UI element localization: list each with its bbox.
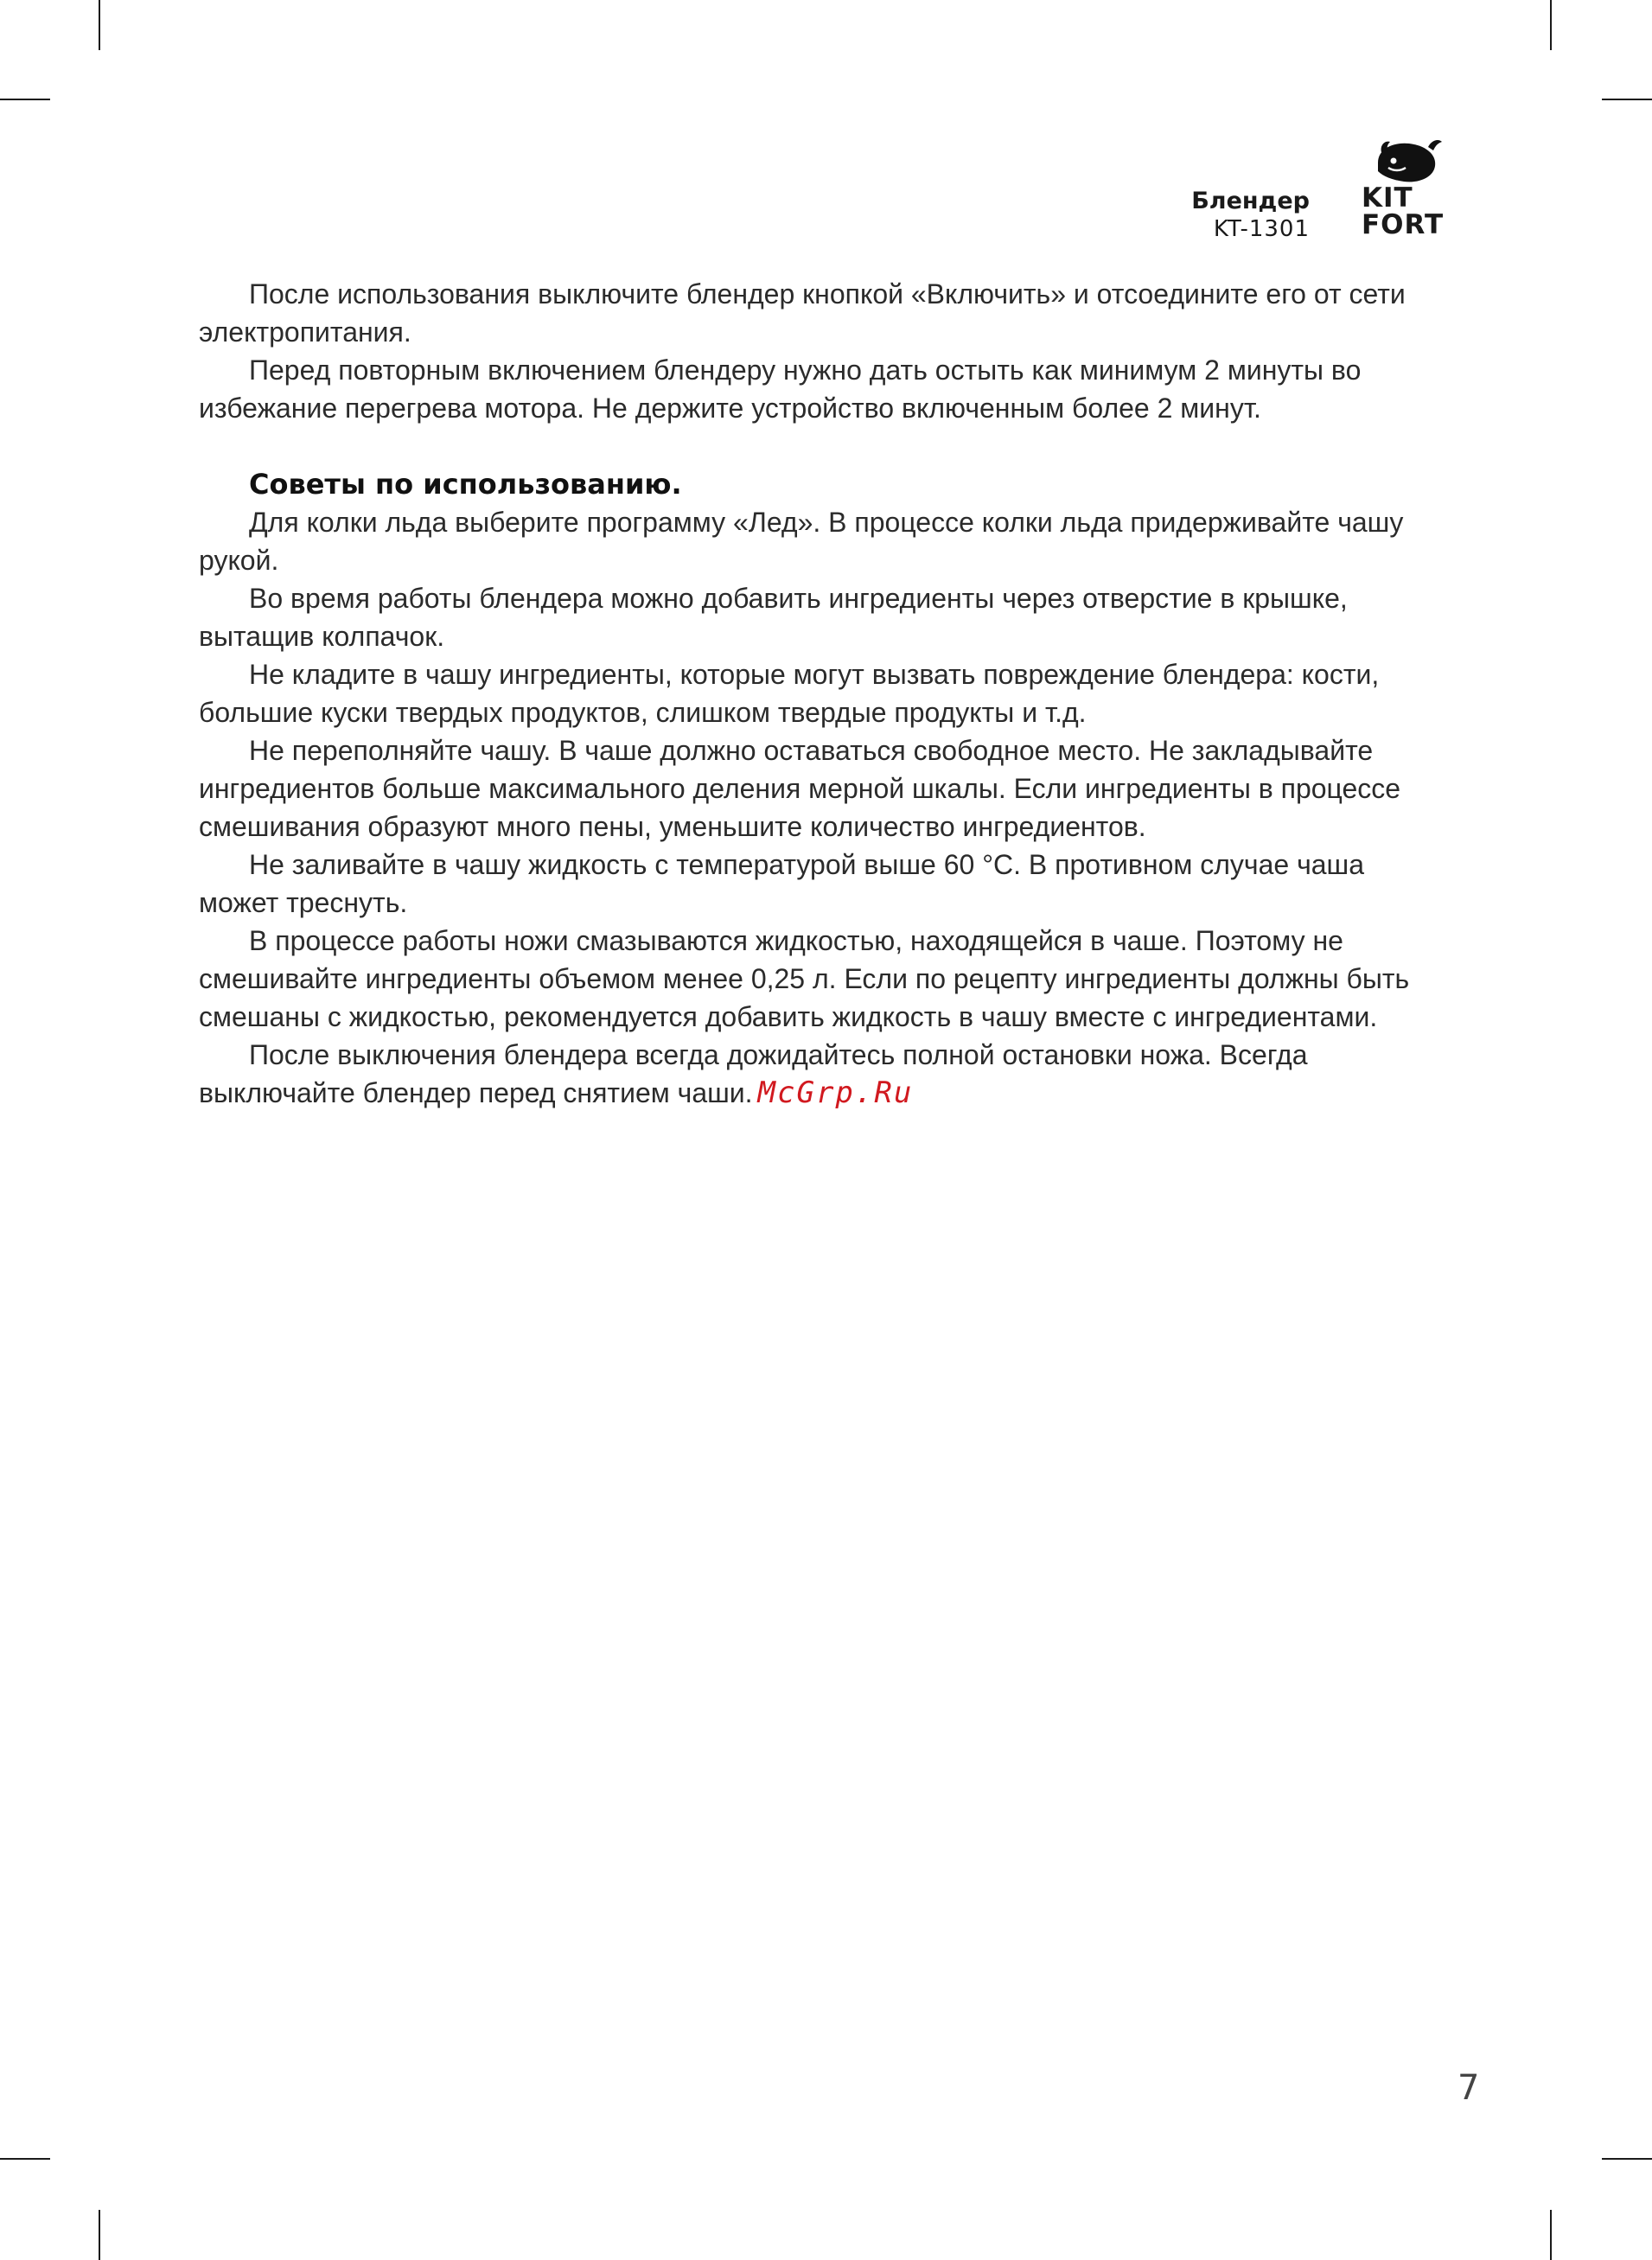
paragraph-text: После выключения блендера всегда дожидайтесь полной остановки ножа. Всегда выключайте блендер перед снятием чаши. (199, 1039, 1308, 1108)
crop-mark (1550, 0, 1552, 50)
whale-icon (1375, 137, 1444, 185)
paragraph: После использования выключите блендер кнопкой «Включить» и отсоедините его от сети электропитания. (199, 278, 1406, 348)
paragraph: Во время работы блендера можно добавить ингредиенты через отверстие в крышке, вытащив колпачок. (199, 583, 1348, 652)
brand-wordmark-line2: FORT (1362, 209, 1445, 240)
page-body (199, 275, 1435, 1112)
paragraph: Перед повторным включением блендеру нужно дать остыть как минимум 2 минуты во избежание перегрева мотора. Не держите устройство включенным более 2 минут. (199, 354, 1362, 424)
brand-logo (1357, 137, 1452, 249)
product-label (1191, 187, 1310, 244)
crop-mark (99, 0, 100, 50)
crop-mark (1550, 2210, 1552, 2260)
product-name: Блендер (1191, 188, 1310, 214)
page-header (1132, 137, 1452, 249)
paragraph: Не заливайте в чашу жидкость с температурой выше 60 °C. В противном случае чаша может треснуть. (199, 849, 1365, 918)
section-title: Советы по использованию. (249, 468, 682, 501)
crop-mark (0, 2158, 50, 2160)
crop-mark (99, 2210, 100, 2260)
brand-wordmark-line1: KIT (1362, 182, 1413, 214)
product-model: KT-1301 (1213, 216, 1310, 242)
page-number: 7 (1457, 2068, 1480, 2108)
crop-mark (1602, 99, 1652, 100)
paragraph: В процессе работы ножи смазываются жидкостью, находящейся в чаше. Поэтому не смешивайте ингредиенты объемом менее 0,25 л. Если по рецепту ингредиенты должны быть смешаны с жидкостью, рекомендуется добавить жидкость в чашу вместе с ингредиентами. (199, 925, 1410, 1032)
paragraph: Не переполняйте чашу. В чаше должно оставаться свободное место. Не закладывайте ингредиентов больше максимального деления мерной шкалы. Если ингредиенты в процессе смешивания образуют много пены, уменьшите количество ингредиентов. (199, 735, 1401, 842)
paragraph: Для колки льда выберите программу «Лед». В процессе колки льда придерживайте чашу рукой. (199, 507, 1404, 576)
paragraph-last (199, 1036, 1435, 1112)
watermark-link[interactable]: McGrp.Ru (757, 1076, 914, 1110)
crop-mark (0, 99, 50, 100)
paragraph: Не кладите в чашу ингредиенты, которые могут вызвать повреждение блендера: кости, большие куски твердых продуктов, слишком твердые продукты и т.д. (199, 659, 1380, 728)
crop-mark (1602, 2158, 1652, 2160)
brand-wordmark (1362, 182, 1445, 240)
